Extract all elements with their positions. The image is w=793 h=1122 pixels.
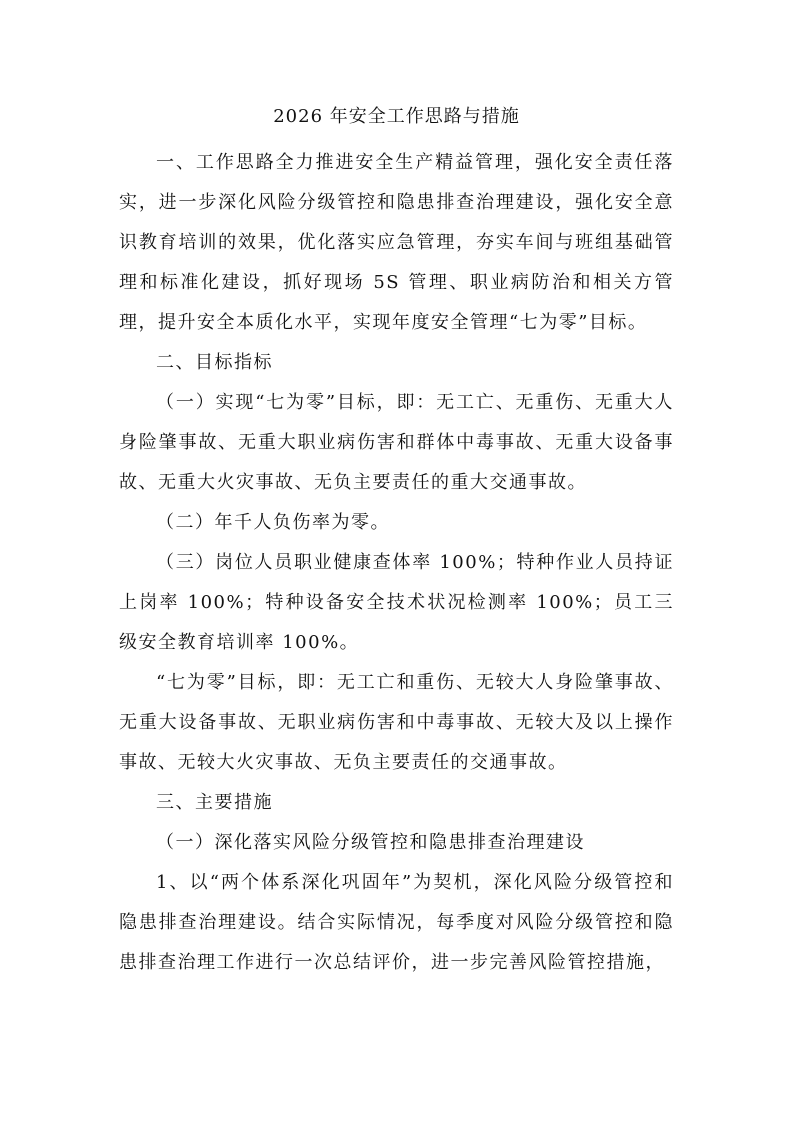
- paragraph-seven-zero-definition: “七为零”目标，即：无工亡和重伤、无较大人身险肇事故、无重大设备事故、无职业病伤害和中毒事故、无较大及以上操作事故、无较大火灾事故、无负主要责任的交通事故。: [119, 672, 674, 773]
- document-title: 2026 年安全工作思路与措施: [273, 106, 520, 127]
- heading-targets: 二、目标指标: [156, 352, 273, 373]
- paragraph-target-2: （二）年千人负伤率为零。: [156, 512, 390, 533]
- heading-main-measures: 三、主要措施: [156, 792, 273, 813]
- paragraph-target-1: （一）实现“七为零”目标，即：无工亡、无重伤、无重大人身险肇事故、无重大职业病伤害和群体中毒事故、无重大设备事故、无重大火灾事故、无负主要责任的重大交通事故。: [119, 392, 674, 493]
- paragraph-measure-1-item-1: 1、以“两个体系深化巩固年”为契机，深化风险分级管控和隐患排查治理建设。结合实际情况，每季度对风险分级管控和隐患排查治理工作进行一次总结评价，进一步完善风险管控措施，: [119, 872, 674, 973]
- paragraph-target-3: （三）岗位人员职业健康查体率 100%；特种作业人员持证上岗率 100%；特种设备安全技术状况检测率 100%；员工三级安全教育培训率 100%。: [119, 552, 674, 653]
- heading-measure-1: （一）深化落实风险分级管控和隐患排查治理建设: [156, 832, 585, 853]
- document-body: [119, 143, 674, 983]
- paragraph-work-ideas: 一、工作思路全力推进安全生产精益管理，强化安全责任落实，进一步深化风险分级管控和隐患排查治理建设，强化安全意识教育培训的效果，优化落实应急管理，夯实车间与班组基础管理和标准化建设，抓好现场 5S 管理、职业病防治和相关方管理，提升安全本质化水平，实现年度安全管理“七为零”目标。: [119, 152, 674, 333]
